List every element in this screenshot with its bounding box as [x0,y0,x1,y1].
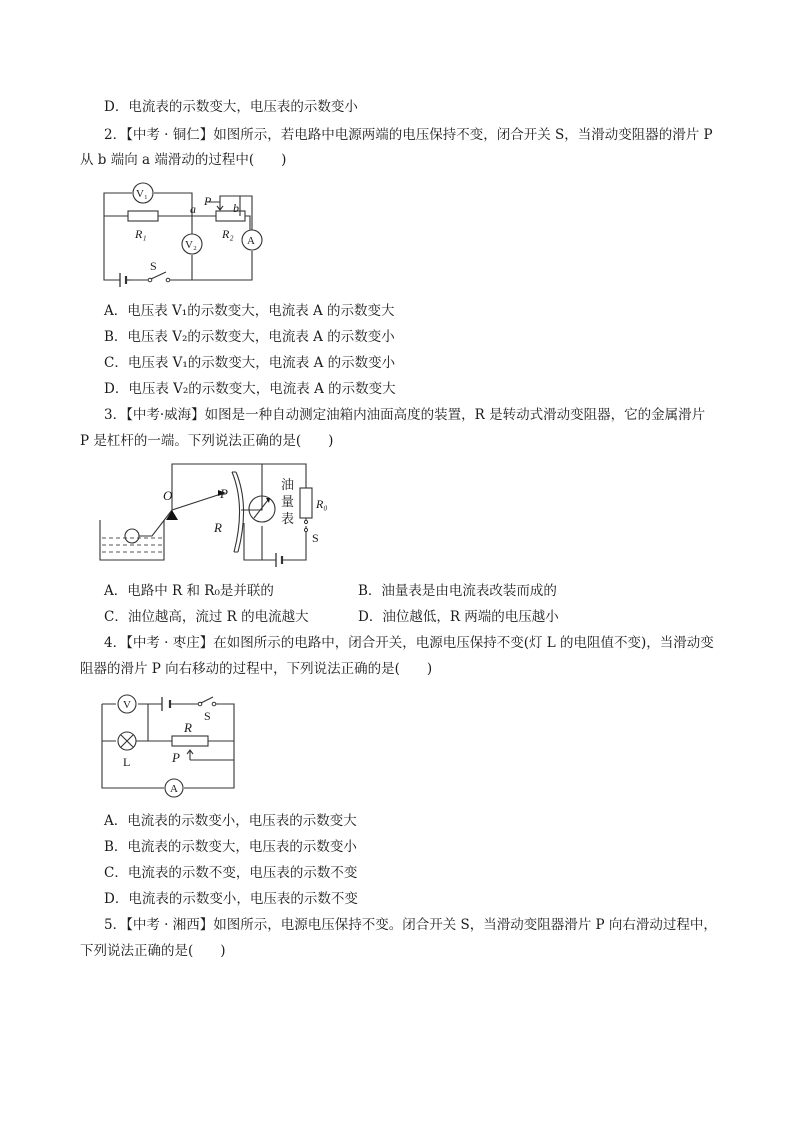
q3-option-b: B．油量表是由电流表改装而成的 [358,583,557,599]
q5-stem-line2: 下列说法正确的是( ) [80,943,226,959]
label-p: P [204,194,212,208]
q4-option-a: A．电流表的示数变小，电压表的示数变大 [104,813,357,829]
label-p: P [172,750,180,765]
gauge-char-1: 油 [281,477,295,492]
q4-option-b: B．电流表的示数变大，电压表的示数变小 [104,839,357,855]
label-r0: R₀ [316,497,328,511]
label-s: S [204,709,211,723]
label-switch-s: S [312,531,319,545]
q4-stem-line1: 4．【中考 · 枣庄】在如图所示的电路中，闭合开关，电源电压保持不变(灯 L 的电阻值不变)，当滑动变 [104,635,714,651]
label-v2: V₂ [185,239,197,251]
q4-stem-line2: 阻器的滑片 P 向右移动的过程中，下列说法正确的是( ) [80,661,433,677]
q4-circuit-figure [96,690,246,800]
q3-stem-line1: 3．【中考·威海】如图是一种自动测定油箱内油面高度的装置，R 是转动式滑动变阻器，它的金属滑片 [104,407,706,423]
q3-oil-gauge-figure [96,458,346,573]
label-node-a: a [190,202,196,216]
q1-option-d: D．电流表的示数变大，电压表的示数变小 [104,99,358,115]
label-rheostat-r: R [214,520,222,535]
q3-option-a: A．电路中 R 和 R₀是并联的 [104,583,274,599]
label-v: V [123,699,131,711]
label-v1: V₁ [136,188,148,200]
q3-option-c: C．油位越高，流过 R 的电流越大 [104,609,309,625]
q4-option-c: C．电流表的示数不变，电压表的示数不变 [104,865,358,881]
q2-circuit-figure [96,176,266,288]
label-r: R [184,720,192,735]
label-ammeter: A [247,235,255,247]
q2-option-c: C．电压表 V₁的示数变大，电流表 A 的示数变小 [104,355,396,371]
label-r2: R₂ [222,227,234,241]
q4-option-d: D．电流表的示数变小，电压表的示数不变 [104,891,358,907]
q3-option-d: D．油位越低，R 两端的电压越小 [358,609,559,625]
label-pivot-o: O [163,488,173,503]
label-slider-p: P [220,486,228,501]
q2-stem-line2: 从 b 端向 a 端滑动的过程中( ) [80,152,287,168]
label-node-b: b [233,201,239,215]
q2-option-a: A．电压表 V₁的示数变大，电流表 A 的示数变大 [104,303,395,319]
q2-option-d: D．电压表 V₂的示数变大，电流表 A 的示数变大 [104,381,396,397]
q2-option-b: B．电压表 V₂的示数变大，电流表 A 的示数变小 [104,329,395,345]
q3-stem-line2: P 是杠杆的一端。下列说法正确的是( ) [80,433,334,449]
gauge-char-3: 表 [281,511,295,526]
label-a: A [170,783,178,795]
label-l: L [123,755,131,769]
label-switch: S [150,259,157,273]
q5-stem-line1: 5．【中考 · 湘西】如图所示，电源电压保持不变。闭合开关 S，当滑动变阻器滑片 P 向右滑动过程中， [104,917,717,933]
label-r1: R₁ [135,227,147,241]
gauge-char-2: 量 [281,494,295,509]
q2-stem-line1: 2．【中考 · 铜仁】如图所示，若电路中电源两端的电压保持不变，闭合开关 S，当滑动变阻器的滑片 P [104,127,713,143]
